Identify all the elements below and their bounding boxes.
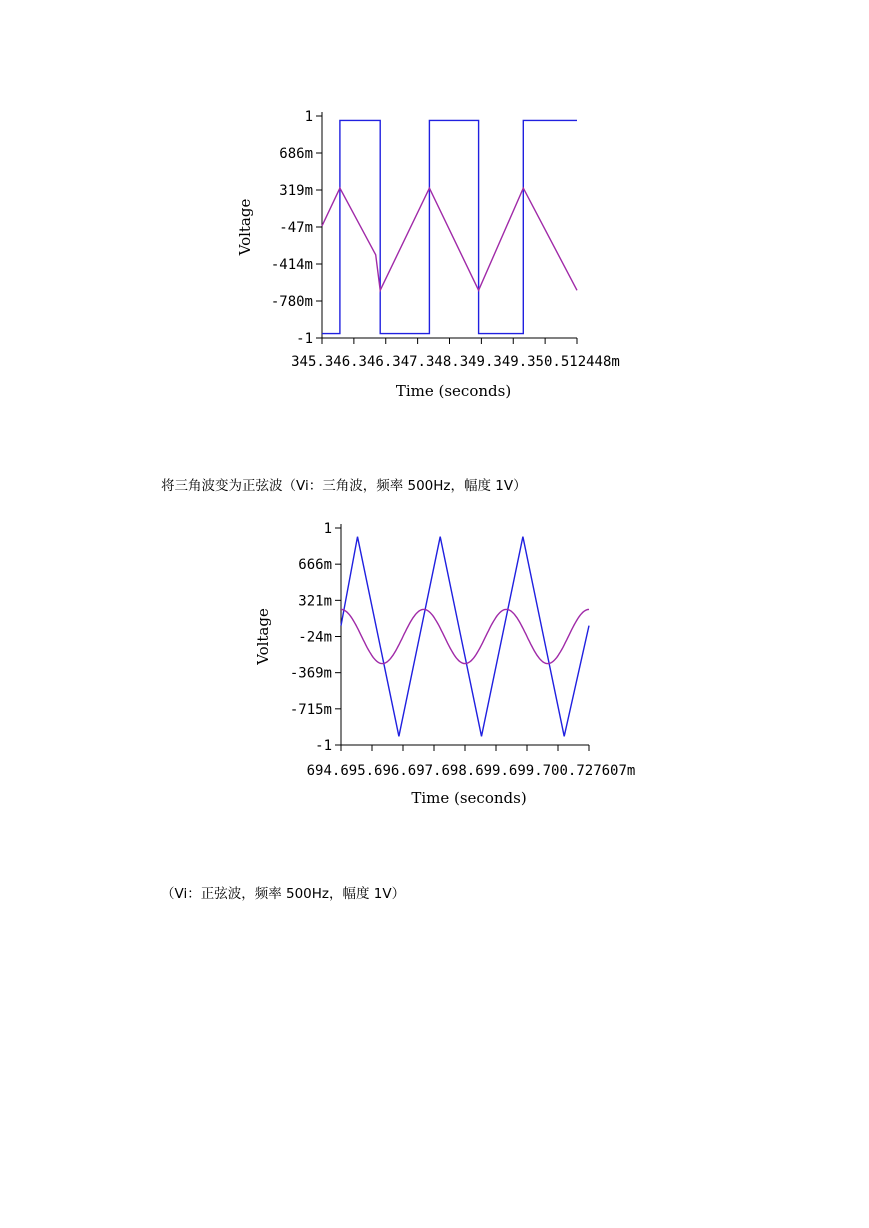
y-tick-label: -414m: [270, 257, 313, 273]
y-tick-label: -47m: [279, 220, 313, 236]
x-tick-labels: 694.695.696.697.698.699.699.700.727607m: [306, 763, 636, 779]
y-tick-label: -1: [315, 738, 332, 754]
series-line-0: [341, 537, 589, 737]
y-tick-label: 321m: [298, 593, 332, 610]
chart-triangle-sine: [254, 521, 635, 807]
y-tick-label: -1: [296, 331, 313, 347]
y-tick-label: 1: [304, 109, 313, 125]
y-tick-label: -715m: [289, 701, 332, 718]
y-tick-label: -24m: [298, 629, 332, 646]
y-axis-label: Voltage: [254, 608, 272, 665]
series-line-1: [322, 188, 577, 290]
x-axis-label: Time (seconds): [395, 382, 512, 400]
caption-sine-input: （Vi：正弦波，频率 500Hz，幅度 1V）: [161, 886, 406, 902]
y-tick-label: 666m: [298, 557, 332, 574]
y-tick-label: -780m: [270, 294, 313, 310]
x-tick-labels: 345.346.346.347.348.349.349.350.512448m: [291, 354, 620, 370]
y-tick-label: 686m: [279, 146, 313, 162]
y-tick-label: 1: [323, 521, 332, 537]
chart-square-triangle: [236, 109, 620, 400]
y-axis-label: Voltage: [236, 198, 254, 256]
x-axis-label: Time (seconds): [411, 789, 527, 807]
caption-triangle-to-sine: 将三角波变为正弦波（Vi：三角波，频率 500Hz，幅度 1V）: [161, 478, 527, 494]
y-tick-label: -369m: [289, 665, 332, 682]
y-tick-label: 319m: [279, 183, 313, 199]
